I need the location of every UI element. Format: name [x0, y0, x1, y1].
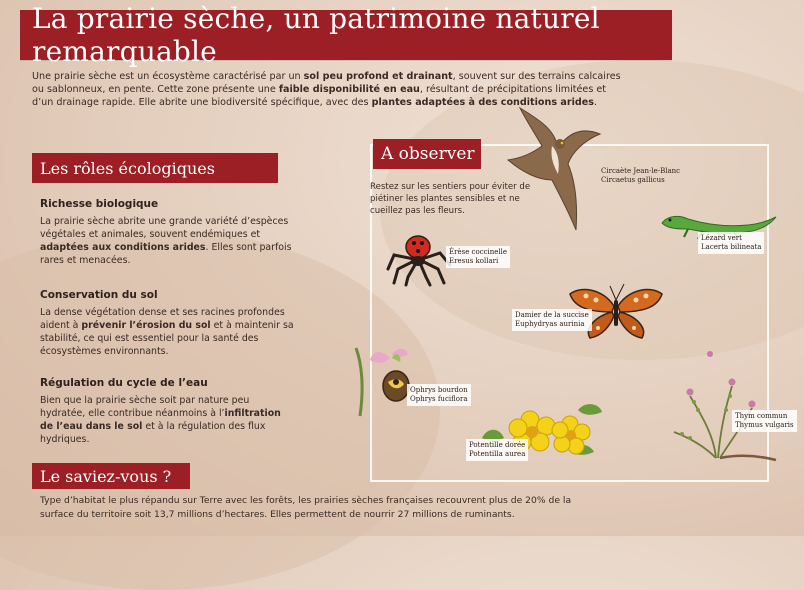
label-circaete [598, 165, 683, 187]
label-potentille [466, 439, 528, 461]
saviez-heading [32, 463, 190, 489]
orchid-icon [350, 338, 416, 418]
text-span: Bien que la prairie sèche soit par nature peu hydratée, elle contribue néanmoins à l’ [40, 395, 250, 419]
intro-text: . [593, 97, 598, 108]
intro-text: , résultant de précipitations limitées et d’un drainage rapide. Elle abrite une biodiversité spécifique, avec des [32, 84, 607, 108]
label-ophrys [407, 384, 471, 406]
intro-bold: sol peu profond et drainant [303, 71, 453, 82]
label-damier [512, 309, 592, 331]
species-latin: Potentilla aurea [469, 450, 526, 458]
observer-intro: Restez sur les sentiers pour éviter de piétiner les plantes sensibles et ne cueillez pas les fleurs. [370, 182, 531, 216]
text-span: La prairie sèche abrite une grande variété d’espèces végétales et animales, souvent endémiques et [40, 216, 289, 240]
eagle-icon [500, 100, 604, 234]
saviez-text: Type d’habitat le plus répandu sur Terre avec les forêts, les prairies sèches françaises recouvrent plus de 20% de la surface du territoire soit 13,7 millions d’hectares. Elles permettent de nourrir 27 millions de ruminants. [40, 495, 572, 520]
text-bold: prévenir l’érosion du sol [81, 320, 211, 331]
text-span: et à la régulation des flux hydriques. [40, 421, 266, 445]
species-latin: Circaetus gallicus [601, 176, 665, 184]
intro-bold: plantes adaptées à des conditions arides [371, 97, 594, 108]
species-latin: Ophrys fuciflora [410, 395, 468, 403]
species-common: Lézard vert [701, 234, 742, 242]
intro-bold: faible disponibilité en eau [278, 84, 420, 95]
species-common: Ophrys bourdon [410, 386, 468, 394]
intro-text: Une prairie sèche est un écosystème caractérisé par un [32, 71, 304, 82]
roles-heading [32, 153, 278, 183]
text-span: . Elles sont parfois rares et menacées. [40, 242, 292, 266]
intro-text: , souvent sur des terrains calcaires ou sablonneux, en pente. Cette zone présente une [32, 71, 621, 95]
eau-text [40, 394, 295, 446]
saviez-heading-text: Le saviez-vous ? [40, 466, 172, 486]
observer-heading-text: A observer [381, 144, 475, 164]
thyme-icon [660, 346, 780, 464]
species-common: Damier de la succise [515, 311, 589, 319]
species-common: Érèse coccinelle [449, 248, 508, 256]
spider-icon [384, 225, 454, 287]
roles-heading-text: Les rôles écologiques [40, 158, 215, 178]
label-thym [732, 410, 797, 432]
text-span: et à maintenir sa stabilité, ce qui est essentiel pour la santé des écosystèmes environnants. [40, 320, 294, 357]
species-latin: Eresus kollari [449, 257, 499, 265]
text-bold: adaptées aux conditions arides [40, 242, 206, 253]
species-latin: Lacerta bilineata [701, 243, 762, 251]
label-lezard [698, 232, 764, 254]
sol-title: Conservation du sol [40, 289, 158, 301]
sol-text [40, 306, 295, 358]
page-title [20, 2, 672, 68]
text-span: La dense végétation dense et ses racines profondes aident à [40, 307, 285, 331]
eau-title: Régulation du cycle de l’eau [40, 377, 208, 389]
page-title-text: La prairie sèche, un patrimoine naturel remarquable [32, 2, 600, 68]
species-common: Potentille dorée [469, 441, 526, 449]
observer-heading [373, 139, 481, 169]
species-common: Thym commun [735, 412, 788, 420]
richesse-text [40, 215, 295, 267]
text-bold: infiltration de l’eau dans le sol [40, 408, 281, 432]
species-common: Circaète Jean-le-Blanc [601, 167, 681, 175]
species-latin: Thymus vulgaris [735, 421, 794, 429]
species-latin: Euphydryas aurinia [515, 320, 585, 328]
label-erese [446, 246, 510, 268]
richesse-title: Richesse biologique [40, 198, 159, 210]
